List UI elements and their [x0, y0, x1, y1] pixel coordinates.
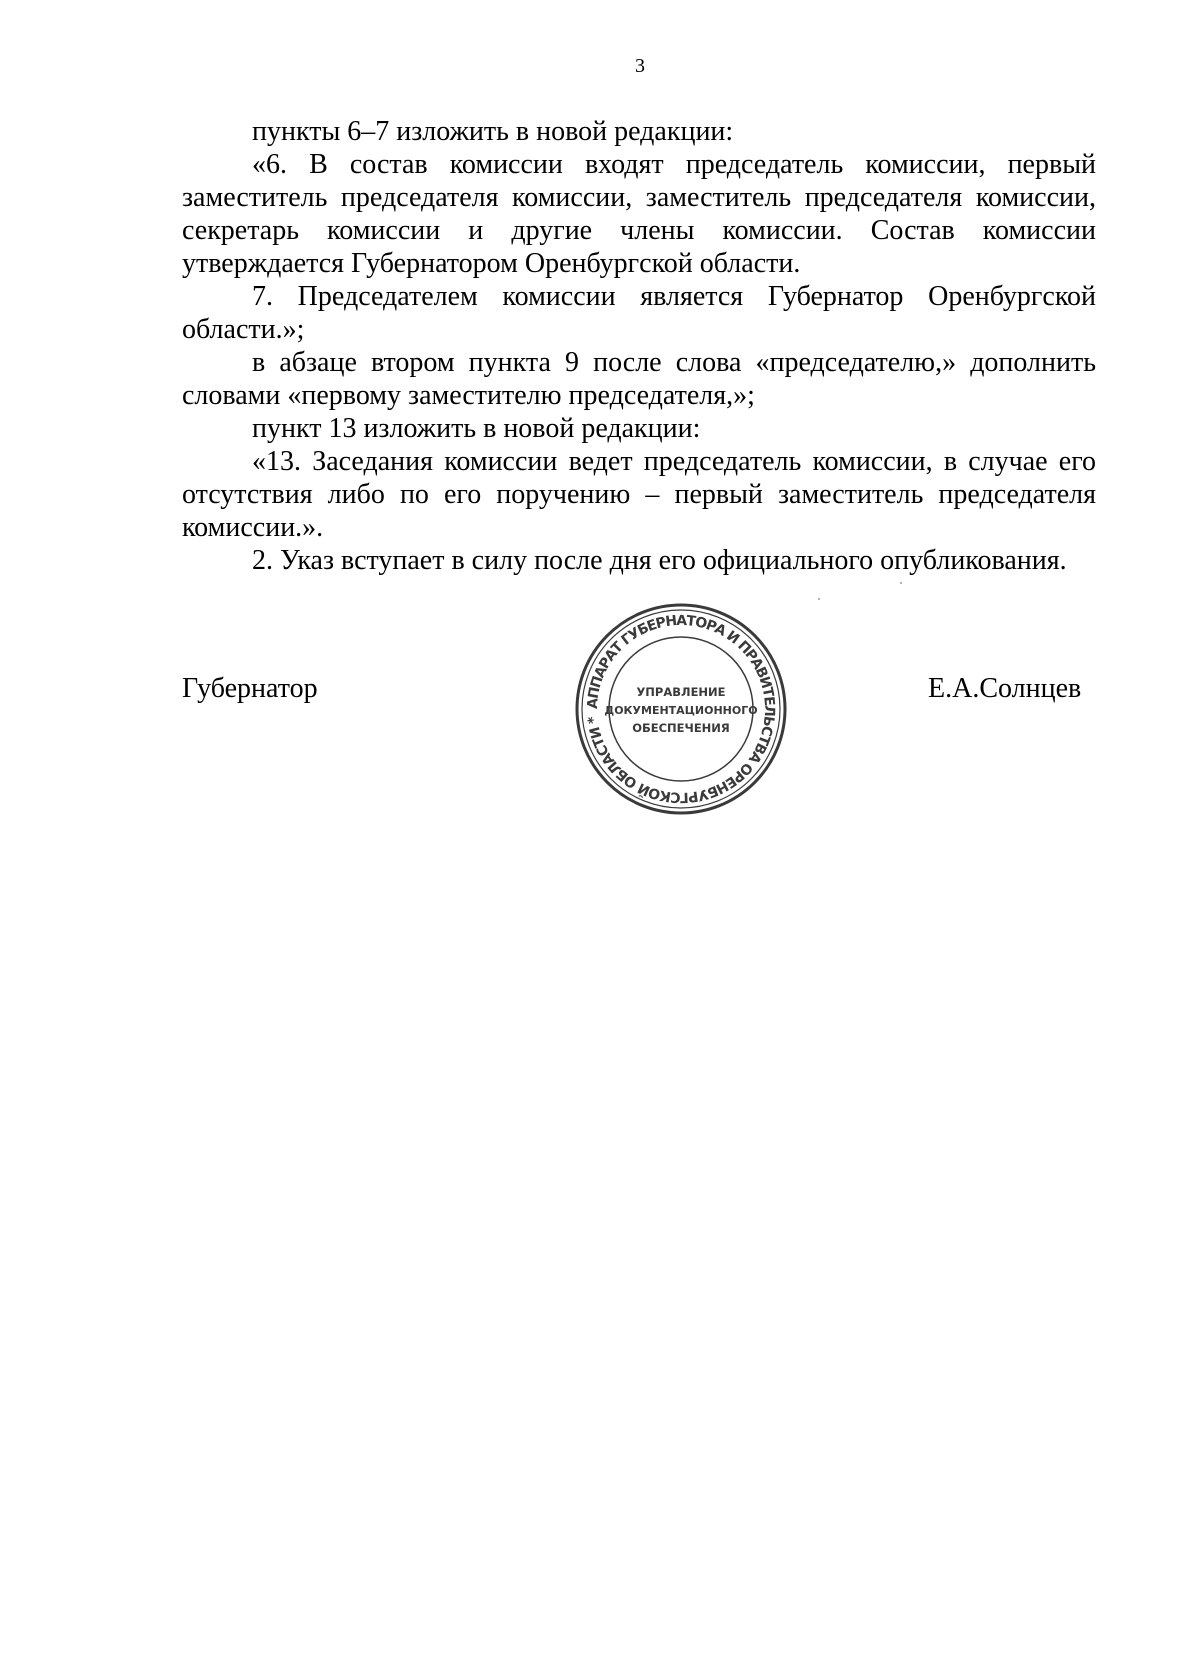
- paragraph-amend-point-13: пункт 13 изложить в новой редакции:: [252, 413, 701, 444]
- signature-position: Губернатор: [182, 673, 318, 704]
- paragraph-amend-points-6-7: пункты 6–7 изложить в новой редакции:: [252, 116, 734, 147]
- stamp-center-line-3: ОБЕСПЕЧЕНИЯ: [632, 721, 730, 735]
- scan-speck: [818, 598, 820, 600]
- paragraph-effective-date: 2. Указ вступает в силу после дня его официального опубликования.: [252, 545, 1067, 576]
- paragraph-amend-point-9: в абзаце втором пункта 9 после слова «председателю,» дополнить словами «первому заместителю председателя,»;: [182, 347, 1096, 411]
- document-body: [182, 115, 1096, 577]
- paragraph-point-13: «13. Заседания комиссии ведет председатель комиссии, в случае его отсутствия либо по его поручению – первый заместитель председателя комиссии.».: [182, 446, 1096, 543]
- stamp-center-line-1: УПРАВЛЕНИЕ: [636, 685, 726, 699]
- official-stamp: [572, 600, 790, 818]
- page-number: 3: [635, 55, 645, 77]
- paragraph-point-6: «6. В состав комиссии входят председатель комиссии, первый заместитель председателя комиссии, заместитель председателя комиссии, секретарь комиссии и другие члены комиссии. Состав комиссии утверждается Губернатором Оренбургской области.: [182, 149, 1096, 279]
- signature-name: Е.А.Солнцев: [928, 673, 1082, 704]
- paragraph-point-7: 7. Председателем комиссии является Губернатор Оренбургской области.»;: [182, 281, 1096, 345]
- stamp-ring-textpath: АППАРАТ ГУБЕРНАТОРА И ПРАВИТЕЛЬСТВА ОРЕНБУРГСКОЙ ОБЛАСТИ *: [584, 612, 778, 806]
- scan-speck: [900, 582, 902, 584]
- stamp-seal-graphic: [572, 600, 790, 818]
- stamp-center-line-2: ДОКУМЕНТАЦИОННОГО: [604, 704, 758, 717]
